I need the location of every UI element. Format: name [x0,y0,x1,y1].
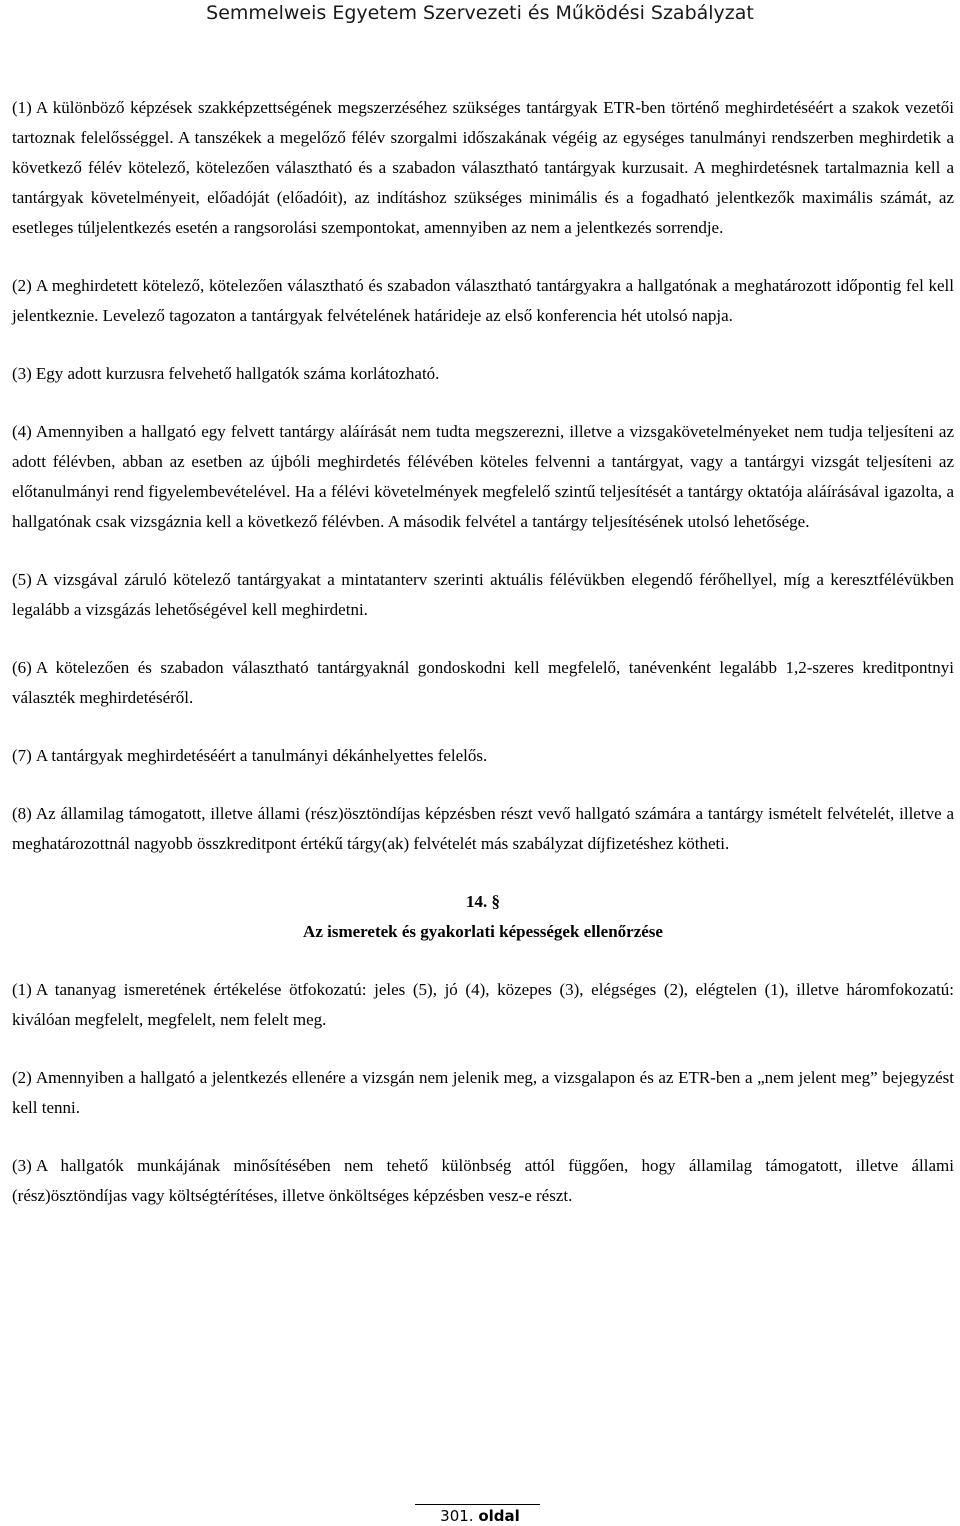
paragraph-number: (3) [12,1156,32,1175]
header-title: Semmelweis Egyetem Szervezeti és Működési Szabályzat [206,2,754,24]
paragraph-8 [12,799,954,859]
paragraph-number: (2) [12,1068,32,1087]
paragraph-14-1 [12,975,954,1035]
paragraph-text: Az államilag támogatott, illetve állami (rész)ösztöndíjas képzésben részt vevő hallgató számára a tantárgy ismételt felvételét, illetve a meghatározottnál nagyobb összkreditpont értékű tárgy(ak) felvételét más szabályzat díjfizetéshez kötheti. [12,804,954,853]
paragraph-6 [12,653,954,713]
paragraph-text: Amennyiben a hallgató egy felvett tantárgy aláírását nem tudta megszerezni, illetve a vizsgakövetelményeket nem tudja teljesíteni az adott félévben, abban az esetben az újbóli meghirdetés félévében köteles felvenni a tantárgyat, vagy a tantárgyi vizsgát teljesíteni az előtanulmányi rend figyelembevételével. Ha a félévi követelmények megfelelő szintű teljesítését a tantárgy oktatója aláírásával igazolta, a hallgatónak csak vizsgáznia kell a következő félévben. A második felvétel a tantárgy teljesítésének utolsó lehetősége. [12,422,954,531]
page-footer [0,1506,960,1526]
paragraph-number: (7) [12,746,32,765]
paragraph-text: A kötelezően és szabadon választható tantárgyaknál gondoskodni kell megfelelő, tanévenként legalább 1,2-szeres kreditpontnyi választék meghirdetéséről. [12,658,954,707]
document-body [12,93,954,1239]
paragraph-1 [12,93,954,243]
paragraph-text: A tantárgyak meghirdetéséért a tanulmányi dékánhelyettes felelős. [35,746,488,765]
paragraph-number: (1) [12,98,32,117]
paragraph-number: (6) [12,658,32,677]
paragraph-text: A különböző képzések szakképzettségének megszerzéséhez szükséges tantárgyak ETR-ben történő meghirdetéséért a szakok vezetői tartoznak felelősséggel. A tanszékek a megelőző félév szorgalmi időszakának végéig az egységes tanulmányi rendszerben meghirdetik a következő félév kötelező, kötelezően választható és a szabadon választható tantárgyak kurzusait. A meghirdetésnek tartalmaznia kell a tantárgyak követelményeit, előadóját (előadóit), az indításhoz szükséges minimális és a fogadható jelentkezők maximális számát, az esetleges túljelentkezés esetén a rangsorolási szempontokat, amennyiben az nem a jelentkezés sorrendje. [12,98,954,237]
paragraph-text: A vizsgával záruló kötelező tantárgyakat a mintatanterv szerinti aktuális félévükben elegendő férőhellyel, míg a keresztfélévükben legalább a vizsgázás lehetőségével kell meghirdetni. [12,570,954,619]
page-word: oldal [478,1507,520,1525]
paragraph-5 [12,565,954,625]
paragraph-4 [12,417,954,537]
paragraph-text: A meghirdetett kötelező, kötelezően választható és szabadon választható tantárgyakra a hallgatónak a meghatározott időpontig fel kell jelentkeznie. Levelező tagozaton a tantárgyak felvételének határideje az első konferencia hét utolsó napja. [12,276,954,325]
paragraph-number: (2) [12,276,32,295]
paragraph-3 [12,359,954,389]
paragraph-text: A hallgatók munkájának minősítésében nem tehető különbség attól függően, hogy államilag támogatott, illetve állami (rész)ösztöndíjas vagy költségtérítéses, illetve önköltséges képzésben vesz-e részt. [12,1156,954,1205]
paragraph-2 [12,271,954,331]
paragraph-text: A tananyag ismeretének értékelése ötfokozatú: jeles (5), jó (4), közepes (3), elégséges (2), elégtelen (1), illetve háromfokozatú: kiválóan megfelelt, megfelelt, nem felelt meg. [12,980,954,1029]
page-number: 301. [440,1507,474,1525]
paragraph-number: (1) [12,980,32,999]
paragraph-7 [12,741,954,771]
paragraph-number: (4) [12,422,32,441]
paragraph-14-3 [12,1151,954,1211]
footer-divider [415,1504,540,1505]
page-header [0,0,960,30]
paragraph-number: (5) [12,570,32,589]
paragraph-14-2 [12,1063,954,1123]
paragraph-text: Amennyiben a hallgató a jelentkezés ellenére a vizsgán nem jelenik meg, a vizsgalapon és az ETR-ben a „nem jelent meg” bejegyzést kell tenni. [12,1068,954,1117]
paragraph-number: (8) [12,804,32,823]
section-number: 14. § [466,892,500,911]
paragraph-text: Egy adott kurzusra felvehető hallgatók száma korlátozható. [35,364,440,383]
paragraph-number: (3) [12,364,32,383]
section-title: Az ismeretek és gyakorlati képességek ellenőrzése [303,922,663,941]
section-heading [12,887,954,947]
